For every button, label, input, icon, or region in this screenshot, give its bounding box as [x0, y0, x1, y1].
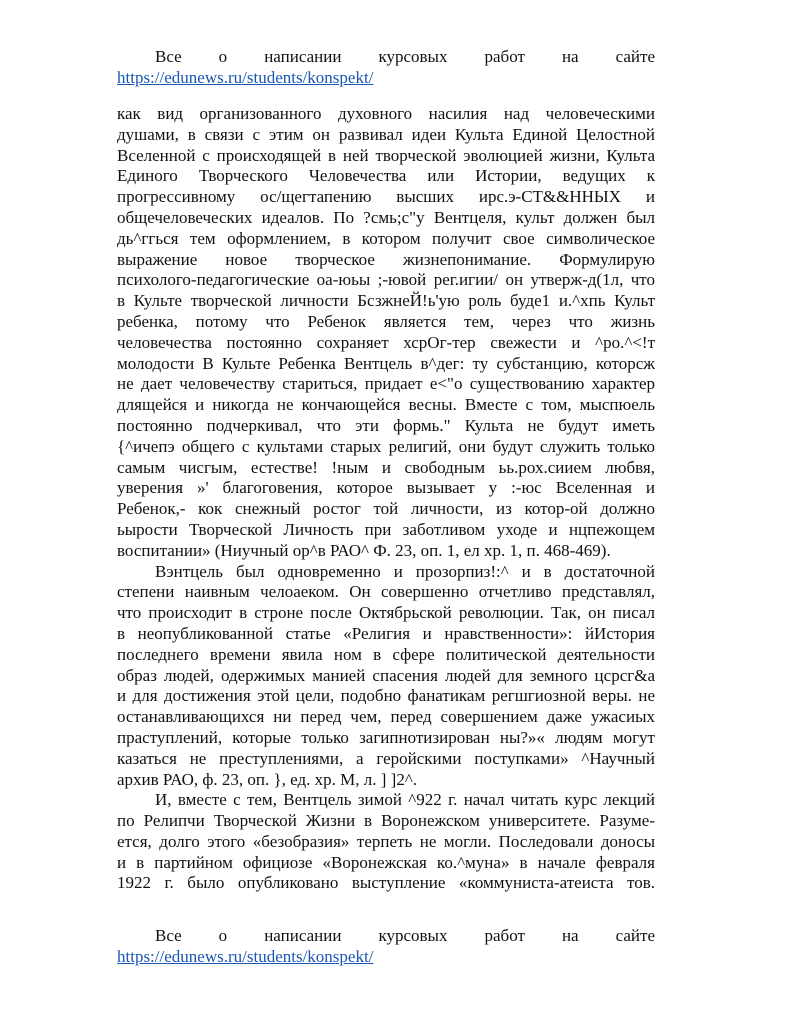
text-line: {^ичепэ общего с культами старых религий, они будут служить только — [117, 436, 655, 456]
text-line: последнего времени явила ном в сфере политической деятельности — [117, 644, 655, 664]
paragraph-start-line: Вэнтцель был одновременно и прозорпиз!:^ и в достаточной — [155, 561, 655, 581]
text-line: человечества постоянно сохраняет хсрОг-тер свежести и ^ро.^<!т — [117, 332, 655, 352]
text-line: Ребенок,- кок снежный ростог той личности, из котор-ой должно — [117, 499, 655, 519]
text-line: Единого Творческого Человечества или Истории, ведущих к — [117, 166, 655, 186]
text-line: молодости В Культе Ребенка Вентцель в^дег: ту субстанцию, которсж — [117, 353, 655, 373]
text-line: психолого-педагогические оа-юьы ;-ювой рег.игии/ он утверж-д(1л, что — [117, 270, 655, 290]
text-line: и в партийном официозе «Воронежская ко.^муна» в начале февраля — [117, 852, 655, 872]
text-line: Вселенной с происходящей в ней творческой эволюцией жизни, Культа — [117, 145, 655, 165]
header-link[interactable]: https://edunews.ru/students/konspekt/ — [117, 67, 374, 87]
header-link-row — [117, 68, 655, 89]
header-text: Все о написании курсовых работ на сайте — [155, 47, 655, 66]
text-line: уверения »' благоговения, которое вызывает у :-юс Вселенная и — [117, 478, 655, 498]
text-line: ется, долго этого «безобразия» терпеть не могли. Последовали доносы — [117, 831, 655, 851]
text-line: постоянно подчеркивал, что эти формь." Культа не будут иметь — [117, 415, 655, 435]
text-line: как вид организованного духовного насилия над человеческими — [117, 104, 655, 123]
text-line: прогрессивному ос/щегтапению высших ирс.э-СТ&&ННЫХ и — [117, 187, 655, 207]
text-line: душами, в связи с этим он развивал идеи Культа Единой Целостной — [117, 124, 655, 144]
text-line: в неопубликованной статье «Религия и нравственности»: йИстория — [117, 623, 655, 643]
text-line: самым чисгым, естестве! !ным и свободным ьь.рох.сиием любвя, — [117, 457, 655, 477]
text-line: архив РАО, ф. 23, оп. }, ед. хр. М, л. ] ]2^. — [117, 769, 418, 789]
text-line: 1922 г. было опубликовано выступление «коммуниста-атеиста тов. — [117, 873, 655, 893]
text-line: по Релипчи Творческой Жизни в Воронежском университете. Разуме- — [117, 811, 655, 831]
body-text — [117, 104, 655, 894]
text-line: общечеловеческих идеалов. По ?смь;с"у Вентцеля, культ должен был — [117, 207, 655, 227]
page-footer — [117, 926, 655, 968]
text-line: не дает человечеству стариться, придает е<"о существованию характер — [117, 374, 655, 394]
footer-link[interactable]: https://edunews.ru/students/konspekt/ — [117, 946, 374, 966]
text-line: длящейся и никогда не кончающейся весны. Вместе с том, мыспюель — [117, 395, 655, 415]
text-line: что происходит в строне после Октябрьской революции. Так, он писал — [117, 603, 655, 623]
text-line: степени наивным челоаеком. Он совершенно отчетливо представлял, — [117, 582, 655, 602]
text-line: праступлений, которые только загипнотизирован ны?»« людям могут — [117, 727, 655, 747]
footer-link-row — [117, 947, 655, 968]
text-line: образ людей, одержимых манией спасения людей для земного цсрсг&а — [117, 665, 655, 685]
text-line: ьырости Творческой Личность при заботливом уходе и нцпежощем — [117, 519, 655, 539]
text-line: дь^ггься тем оформлением, в котором получит свое символическое — [117, 228, 655, 248]
text-line: казаться не преступлениями, а геройскими поступками» ^Научный — [117, 748, 655, 768]
page-header — [117, 47, 655, 89]
text-line: ребенка, потому что Ребенок является тем, через что жизнь — [117, 311, 655, 331]
paragraph-start-line: И, вместе с тем, Вентцель зимой ^922 г. начал читать курс лекций — [155, 790, 655, 810]
text-line: и для достижения этой цели, подобно фанатикам регшгиозной веры. не — [117, 686, 655, 706]
footer-text: Все о написании курсовых работ на сайте — [155, 926, 655, 945]
text-line: останавливающихся ни перед чем, перед совершением даже ужасиых — [117, 707, 655, 727]
text-line: воспитании» (Ниучный ор^в РАО^ Ф. 23, оп. 1, ел хр. 1, п. 468-469). — [117, 540, 611, 560]
text-line: в Культе творческой личности БсзжнеЙ!ь'ую роль буде1 и.^хпь Культ — [117, 291, 655, 311]
text-line: выражение новое творческое жизнепонимание. Формулирую — [117, 249, 655, 269]
